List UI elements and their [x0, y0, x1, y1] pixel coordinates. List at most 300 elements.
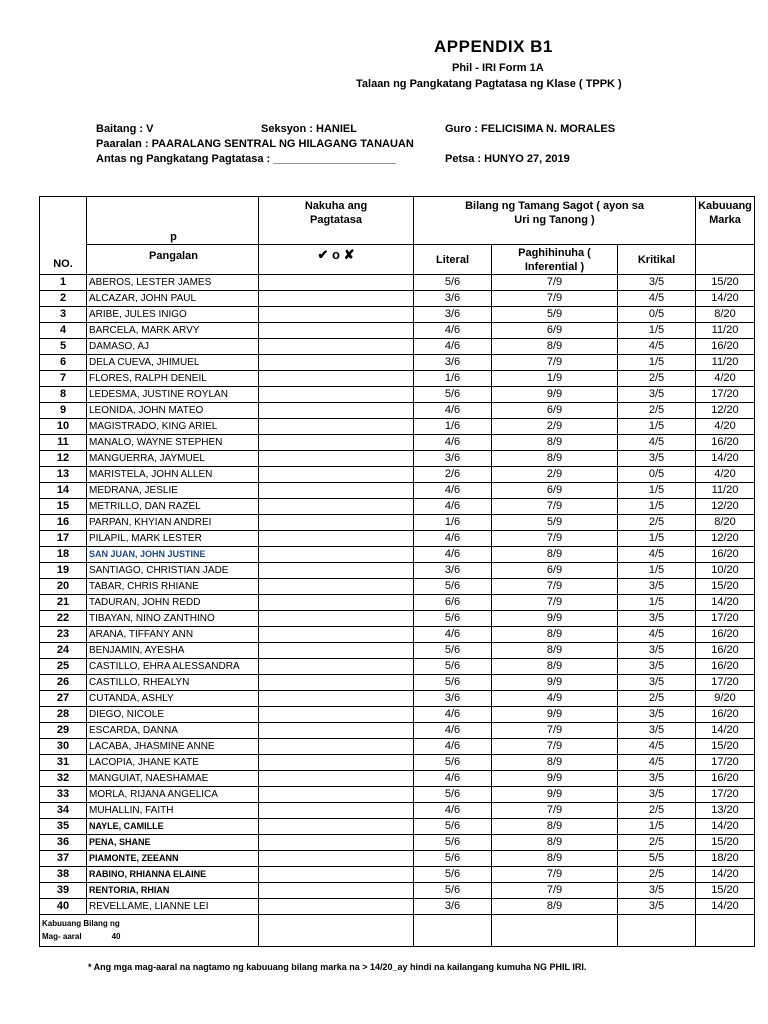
literal-score: 5/6 — [414, 659, 492, 675]
inferential-score: 4/9 — [492, 691, 618, 707]
footnote: * Ang mga mag-aaral na nagtamo ng kabuuang bilang marka na > 14/20_ay hindi na kailangang kumuha NG PHIL IRI. — [88, 962, 587, 972]
row-number: 31 — [40, 755, 87, 771]
total-score: 10/20 — [696, 563, 755, 579]
table-row — [40, 339, 755, 355]
table-row — [40, 771, 755, 787]
row-number: 38 — [40, 867, 87, 883]
literal-score: 4/6 — [414, 403, 492, 419]
row-number: 39 — [40, 883, 87, 899]
inferential-score: 7/9 — [492, 531, 618, 547]
student-name: ARANA, TIFFANY ANN — [87, 627, 259, 643]
inferential-score: 7/9 — [492, 579, 618, 595]
summary-label-line2 — [42, 930, 256, 943]
literal-score: 5/6 — [414, 579, 492, 595]
row-number: 32 — [40, 771, 87, 787]
literal-score: 4/6 — [414, 627, 492, 643]
total-score: 11/20 — [696, 323, 755, 339]
student-name: CASTILLO, EHRA ALESSANDRA — [87, 659, 259, 675]
table-row — [40, 611, 755, 627]
total-score: 16/20 — [696, 707, 755, 723]
student-name: RABINO, RHIANNA ELAINE — [87, 867, 259, 883]
table-row — [40, 835, 755, 851]
row-number: 11 — [40, 435, 87, 451]
inferential-score: 5/9 — [492, 515, 618, 531]
nakuha-cell — [259, 355, 414, 371]
total-score: 4/20 — [696, 467, 755, 483]
inferential-score: 7/9 — [492, 499, 618, 515]
total-score: 12/20 — [696, 403, 755, 419]
nakuha-cell — [259, 851, 414, 867]
table-row — [40, 323, 755, 339]
nakuha-cell — [259, 419, 414, 435]
literal-score: 4/6 — [414, 499, 492, 515]
nakuha-cell — [259, 867, 414, 883]
student-name: SANTIAGO, CHRISTIAN JADE — [87, 563, 259, 579]
kritikal-score: 3/5 — [618, 659, 696, 675]
literal-score: 4/6 — [414, 739, 492, 755]
inferential-score: 9/9 — [492, 787, 618, 803]
kritikal-header: Kritikal — [618, 245, 696, 275]
literal-score: 4/6 — [414, 723, 492, 739]
pangalan-header: Pangalan — [87, 245, 259, 275]
literal-score: 5/6 — [414, 851, 492, 867]
kritikal-score: 4/5 — [618, 627, 696, 643]
literal-score: 4/6 — [414, 483, 492, 499]
row-number: 10 — [40, 419, 87, 435]
inferential-header: Paghihinuha ( Inferential ) — [492, 245, 618, 275]
nakuha-cell — [259, 883, 414, 899]
student-name: PENA, SHANE — [87, 835, 259, 851]
student-name: LEONIDA, JOHN MATEO — [87, 403, 259, 419]
kritikal-score: 4/5 — [618, 435, 696, 451]
guro-field: Guro : FELICISIMA N. MORALES — [445, 123, 616, 135]
petsa-field: Petsa : HUNYO 27, 2019 — [445, 153, 570, 165]
literal-score: 3/6 — [414, 691, 492, 707]
kritikal-score: 1/5 — [618, 355, 696, 371]
kritikal-score: 3/5 — [618, 771, 696, 787]
table-row — [40, 531, 755, 547]
paaralan-field: Paaralan : PAARALANG SENTRAL NG HILAGANG TANAUAN — [96, 138, 414, 150]
total-score: 15/20 — [696, 275, 755, 291]
summary-cell — [696, 915, 755, 947]
total-score: 16/20 — [696, 771, 755, 787]
literal-score: 4/6 — [414, 803, 492, 819]
literal-score: 5/6 — [414, 275, 492, 291]
inferential-score: 7/9 — [492, 739, 618, 755]
row-number: 15 — [40, 499, 87, 515]
row-number: 29 — [40, 723, 87, 739]
row-number: 17 — [40, 531, 87, 547]
kritikal-score: 1/5 — [618, 563, 696, 579]
row-number: 4 — [40, 323, 87, 339]
seksyon-field: Seksyon : HANIEL — [261, 123, 357, 135]
inferential-score: 6/9 — [492, 323, 618, 339]
kabuuang-subheader — [696, 245, 755, 275]
nakuha-cell — [259, 675, 414, 691]
table-row — [40, 803, 755, 819]
kritikal-score: 1/5 — [618, 499, 696, 515]
table-row — [40, 787, 755, 803]
row-number: 22 — [40, 611, 87, 627]
row-number: 7 — [40, 371, 87, 387]
total-score: 14/20 — [696, 723, 755, 739]
inferential-score: 8/9 — [492, 835, 618, 851]
row-number: 37 — [40, 851, 87, 867]
kritikal-score: 3/5 — [618, 883, 696, 899]
table-row — [40, 275, 755, 291]
row-number: 1 — [40, 275, 87, 291]
literal-score: 4/6 — [414, 339, 492, 355]
total-score: 4/20 — [696, 371, 755, 387]
kritikal-score: 2/5 — [618, 803, 696, 819]
student-name: DIEGO, NICOLE — [87, 707, 259, 723]
total-score: 16/20 — [696, 547, 755, 563]
student-name: SAN JUAN, JOHN JUSTINE — [87, 547, 259, 563]
kritikal-score: 3/5 — [618, 707, 696, 723]
student-name: LEDESMA, JUSTINE ROYLAN — [87, 387, 259, 403]
student-name: METRILLO, DAN RAZEL — [87, 499, 259, 515]
student-name: TABAR, CHRIS RHIANE — [87, 579, 259, 595]
nakuha-cell — [259, 835, 414, 851]
total-score: 14/20 — [696, 451, 755, 467]
table-row — [40, 755, 755, 771]
student-name: REVELLAME, LIANNE LEI — [87, 899, 259, 915]
row-number: 34 — [40, 803, 87, 819]
nakuha-cell — [259, 563, 414, 579]
appendix-title: APPENDIX B1 — [434, 37, 553, 56]
kritikal-score: 4/5 — [618, 739, 696, 755]
literal-score: 5/6 — [414, 867, 492, 883]
total-score: 11/20 — [696, 355, 755, 371]
student-name: TIBAYAN, NINO ZANTHINO — [87, 611, 259, 627]
student-name: ESCARDA, DANNA — [87, 723, 259, 739]
literal-score: 3/6 — [414, 291, 492, 307]
nakuha-cell — [259, 371, 414, 387]
inferential-score: 8/9 — [492, 451, 618, 467]
total-score: 8/20 — [696, 307, 755, 323]
total-score: 15/20 — [696, 579, 755, 595]
inferential-score: 7/9 — [492, 883, 618, 899]
literal-score: 5/6 — [414, 675, 492, 691]
student-name: MANGUERRA, JAYMUEL — [87, 451, 259, 467]
literal-score: 5/6 — [414, 835, 492, 851]
literal-score: 1/6 — [414, 515, 492, 531]
inferential-score: 9/9 — [492, 611, 618, 627]
summary-cell — [259, 915, 414, 947]
literal-header: Literal — [414, 245, 492, 275]
student-name: FLORES, RALPH DENEIL — [87, 371, 259, 387]
literal-score: 1/6 — [414, 419, 492, 435]
literal-score: 4/6 — [414, 547, 492, 563]
kritikal-score: 3/5 — [618, 723, 696, 739]
total-score: 4/20 — [696, 419, 755, 435]
total-score: 12/20 — [696, 499, 755, 515]
inferential-score: 8/9 — [492, 819, 618, 835]
total-score: 9/20 — [696, 691, 755, 707]
kritikal-score: 3/5 — [618, 451, 696, 467]
table-row — [40, 579, 755, 595]
nakuha-cell — [259, 291, 414, 307]
nakuha-cell — [259, 611, 414, 627]
row-number: 23 — [40, 627, 87, 643]
student-name: MORLA, RIJANA ANGELICA — [87, 787, 259, 803]
table-row — [40, 419, 755, 435]
total-score: 16/20 — [696, 627, 755, 643]
total-score: 16/20 — [696, 339, 755, 355]
nakuha-cell — [259, 595, 414, 611]
table-row — [40, 355, 755, 371]
nakuha-cell — [259, 579, 414, 595]
student-name: PILAPIL, MARK LESTER — [87, 531, 259, 547]
bilang-header: Bilang ng Tamang Sagot ( ayon sa Uri ng Tanong ) — [414, 197, 696, 245]
total-score: 12/20 — [696, 531, 755, 547]
literal-score: 4/6 — [414, 771, 492, 787]
row-number: 33 — [40, 787, 87, 803]
student-name: MARISTELA, JOHN ALLEN — [87, 467, 259, 483]
kritikal-score: 5/5 — [618, 851, 696, 867]
inferential-score: 8/9 — [492, 435, 618, 451]
inferential-score: 6/9 — [492, 563, 618, 579]
summary-label-text: Mag- aaral — [42, 932, 82, 941]
row-number: 8 — [40, 387, 87, 403]
assessment-table — [39, 196, 755, 947]
total-score: 15/20 — [696, 883, 755, 899]
kritikal-score: 2/5 — [618, 691, 696, 707]
total-score: 15/20 — [696, 739, 755, 755]
inferential-score: 8/9 — [492, 899, 618, 915]
inferential-score: 7/9 — [492, 723, 618, 739]
total-score: 14/20 — [696, 899, 755, 915]
summary-cell — [414, 915, 492, 947]
nakuha-cell — [259, 819, 414, 835]
table-row — [40, 595, 755, 611]
baitang-field: Baitang : V — [96, 123, 154, 135]
row-number: 2 — [40, 291, 87, 307]
student-name: NAYLE, CAMILLE — [87, 819, 259, 835]
inferential-score: 2/9 — [492, 467, 618, 483]
p-header: p — [87, 197, 259, 245]
literal-score: 2/6 — [414, 467, 492, 483]
kritikal-score: 2/5 — [618, 867, 696, 883]
total-score: 14/20 — [696, 819, 755, 835]
total-score: 17/20 — [696, 755, 755, 771]
nakuha-cell — [259, 515, 414, 531]
table-row — [40, 739, 755, 755]
summary-cell — [618, 915, 696, 947]
student-name: RENTORIA, RHIAN — [87, 883, 259, 899]
inferential-score: 9/9 — [492, 771, 618, 787]
nakuha-cell — [259, 339, 414, 355]
row-number: 36 — [40, 835, 87, 851]
table-row — [40, 675, 755, 691]
student-name: DAMASO, AJ — [87, 339, 259, 355]
row-number: 25 — [40, 659, 87, 675]
row-number: 12 — [40, 451, 87, 467]
table-row — [40, 723, 755, 739]
row-number: 6 — [40, 355, 87, 371]
kabuuang-header: Kabuuang Marka — [696, 197, 755, 245]
nakuha-cell — [259, 307, 414, 323]
student-name: MUHALLIN, FAITH — [87, 803, 259, 819]
kritikal-score: 4/5 — [618, 339, 696, 355]
literal-score: 5/6 — [414, 387, 492, 403]
literal-score: 3/6 — [414, 899, 492, 915]
table-row — [40, 627, 755, 643]
kritikal-score: 1/5 — [618, 483, 696, 499]
summary-label — [40, 915, 259, 947]
total-score: 17/20 — [696, 611, 755, 627]
literal-score: 5/6 — [414, 611, 492, 627]
student-name: MEDRANA, JESLIE — [87, 483, 259, 499]
kritikal-score: 1/5 — [618, 531, 696, 547]
student-name: LACOPIA, JHANE KATE — [87, 755, 259, 771]
student-name: PARPAN, KHYIAN ANDREI — [87, 515, 259, 531]
row-number: 28 — [40, 707, 87, 723]
table-row — [40, 387, 755, 403]
row-number: 19 — [40, 563, 87, 579]
nakuha-cell — [259, 627, 414, 643]
kritikal-score: 1/5 — [618, 419, 696, 435]
inferential-score: 6/9 — [492, 403, 618, 419]
total-score: 17/20 — [696, 787, 755, 803]
inferential-score: 1/9 — [492, 371, 618, 387]
table-row — [40, 659, 755, 675]
student-name: BARCELA, MARK ARVY — [87, 323, 259, 339]
table-row — [40, 643, 755, 659]
table-row — [40, 563, 755, 579]
kritikal-score: 1/5 — [618, 819, 696, 835]
kritikal-score: 3/5 — [618, 899, 696, 915]
table-row — [40, 291, 755, 307]
inferential-score: 9/9 — [492, 675, 618, 691]
form-subtitle: Talaan ng Pangkatang Pagtatasa ng Klase ( TPPK ) — [356, 78, 622, 90]
nakuha-cell — [259, 739, 414, 755]
table-row — [40, 435, 755, 451]
kritikal-score: 3/5 — [618, 643, 696, 659]
inferential-score: 7/9 — [492, 291, 618, 307]
literal-score: 5/6 — [414, 883, 492, 899]
student-name: ALCAZAR, JOHN PAUL — [87, 291, 259, 307]
kritikal-score: 1/5 — [618, 323, 696, 339]
summary-cell — [492, 915, 618, 947]
row-number: 20 — [40, 579, 87, 595]
row-number: 5 — [40, 339, 87, 355]
literal-score: 5/6 — [414, 755, 492, 771]
literal-score: 3/6 — [414, 355, 492, 371]
nakuha-cell — [259, 387, 414, 403]
literal-score: 4/6 — [414, 531, 492, 547]
total-score: 8/20 — [696, 515, 755, 531]
summary-count: 40 — [111, 932, 121, 941]
total-score: 11/20 — [696, 483, 755, 499]
inferential-score: 8/9 — [492, 643, 618, 659]
literal-score: 1/6 — [414, 371, 492, 387]
literal-score: 4/6 — [414, 435, 492, 451]
inferential-score: 7/9 — [492, 355, 618, 371]
total-score: 14/20 — [696, 595, 755, 611]
check-or-x-header: ✔ o ✘ — [259, 245, 414, 275]
inferential-score: 8/9 — [492, 755, 618, 771]
table-row — [40, 307, 755, 323]
kritikal-score: 3/5 — [618, 787, 696, 803]
inferential-score: 7/9 — [492, 803, 618, 819]
student-name: MANALO, WAYNE STEPHEN — [87, 435, 259, 451]
nakuha-cell — [259, 323, 414, 339]
nakuha-cell — [259, 451, 414, 467]
total-score: 16/20 — [696, 643, 755, 659]
kritikal-score: 2/5 — [618, 515, 696, 531]
kritikal-score: 1/5 — [618, 595, 696, 611]
inferential-score: 8/9 — [492, 627, 618, 643]
kritikal-score: 2/5 — [618, 371, 696, 387]
total-score: 13/20 — [696, 803, 755, 819]
nakuha-cell — [259, 483, 414, 499]
row-number: 3 — [40, 307, 87, 323]
inferential-score: 2/9 — [492, 419, 618, 435]
table-row — [40, 867, 755, 883]
nakuha-cell — [259, 499, 414, 515]
row-number: 14 — [40, 483, 87, 499]
row-number: 26 — [40, 675, 87, 691]
table-row — [40, 819, 755, 835]
inferential-score: 8/9 — [492, 659, 618, 675]
student-name: BENJAMIN, AYESHA — [87, 643, 259, 659]
kritikal-score: 3/5 — [618, 611, 696, 627]
table-row — [40, 499, 755, 515]
row-number: 30 — [40, 739, 87, 755]
total-score: 14/20 — [696, 291, 755, 307]
table-row — [40, 403, 755, 419]
table-row — [40, 371, 755, 387]
literal-score: 4/6 — [414, 323, 492, 339]
kritikal-score: 0/5 — [618, 307, 696, 323]
literal-score: 5/6 — [414, 643, 492, 659]
row-number: 16 — [40, 515, 87, 531]
kritikal-score: 2/5 — [618, 835, 696, 851]
table-row — [40, 467, 755, 483]
summary-label-line1: Kabuuang Bilang ng — [42, 919, 120, 928]
nakuha-cell — [259, 659, 414, 675]
student-name: ARIBE, JULES INIGO — [87, 307, 259, 323]
kritikal-score: 0/5 — [618, 467, 696, 483]
nakuha-cell — [259, 643, 414, 659]
nakuha-cell — [259, 723, 414, 739]
nakuha-cell — [259, 547, 414, 563]
student-name: CUTANDA, ASHLY — [87, 691, 259, 707]
antas-field: Antas ng Pangkatang Pagtatasa : ____________________ — [96, 153, 396, 165]
nakuha-cell — [259, 403, 414, 419]
literal-score: 3/6 — [414, 307, 492, 323]
table-row — [40, 883, 755, 899]
inferential-score: 7/9 — [492, 275, 618, 291]
table-row — [40, 515, 755, 531]
row-number: 27 — [40, 691, 87, 707]
table-row — [40, 851, 755, 867]
literal-score: 5/6 — [414, 787, 492, 803]
nakuha-cell — [259, 755, 414, 771]
nakuha-cell — [259, 899, 414, 915]
kritikal-score: 4/5 — [618, 291, 696, 307]
kritikal-score: 3/5 — [618, 275, 696, 291]
table-row — [40, 547, 755, 563]
inferential-score: 7/9 — [492, 595, 618, 611]
nakuha-cell — [259, 691, 414, 707]
total-score: 17/20 — [696, 387, 755, 403]
row-number: 9 — [40, 403, 87, 419]
kritikal-score: 3/5 — [618, 675, 696, 691]
table-row — [40, 899, 755, 915]
no-header: NO. — [40, 197, 87, 275]
